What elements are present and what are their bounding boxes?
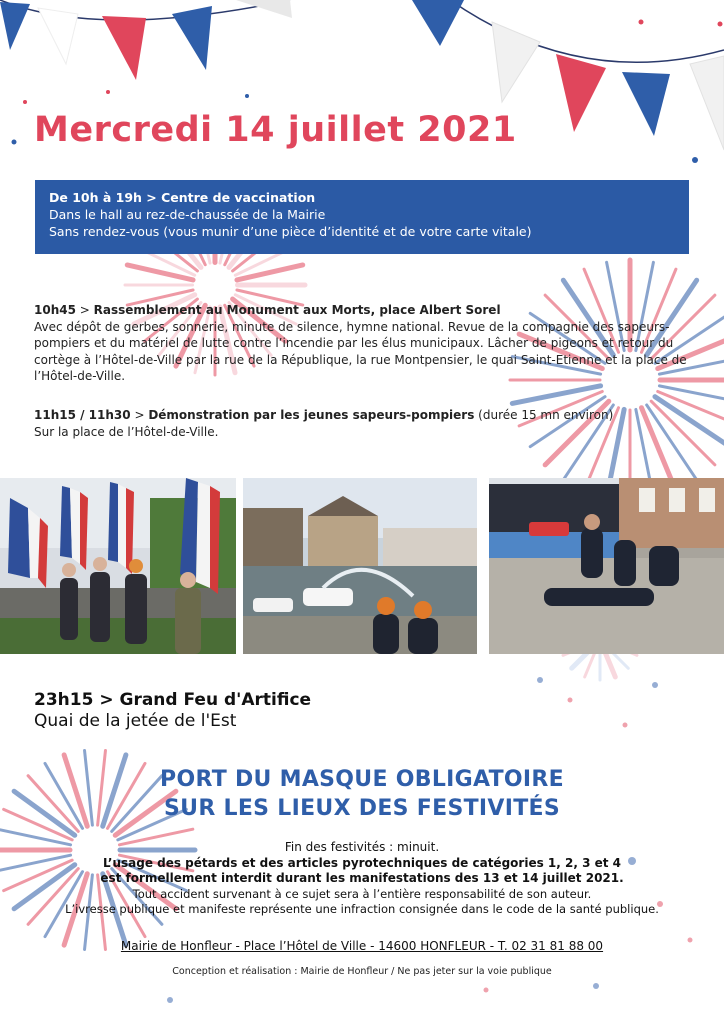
liability-note: Tout accident survenant à ce sujet sera à l’entière responsabilité de son auteur. [132,886,592,901]
ceremony-separator: > [75,303,94,317]
demo-time: 11h15 / 11h30 [34,408,131,422]
ceremony-heading: Rassemblement au Monument aux Morts, place Albert Sorel [93,303,501,317]
ceremony-time: 10h45 [34,303,76,317]
flag-ceremony-photo [0,478,236,654]
vaccination-location: Dans le hall au rez-de-chaussée de la Mairie [49,207,326,222]
address-text: Mairie de Honfleur - Place l’Hôtel de Ville - 14600 HONFLEUR - T. 02 31 81 88 00 [120,939,604,953]
ceremony-section [34,302,688,385]
vaccination-note: Sans rendez-vous (vous munir d’une pièce d’identité et de votre carte vitale) [49,224,532,239]
ceremony-description: Avec dépôt de gerbes, sonnerie, minute de silence, hymne national. Revue de la compagnie des sapeurs-pompiers et du matériel de lutte contre l’incendie par les élus municipaux. Lâcher de pigeons et retour du cortège à l’Hôtel-de-Ville par la rue de la République, la rue Montpensier, le quai Saint-Etienne et la place de l’Hôtel-de-Ville. [34,319,687,383]
mask-line-2: SUR LES LIEUX DES FESTIVITÉS [164,796,560,821]
fireworks-heading: 23h15 > Grand Feu d'Artifice [34,690,312,710]
fireworks-ban-line-1: L’usage des pétards et des articles pyrotechniques de catégories 1, 2, 3 et 4 [103,855,621,870]
mask-line-1: PORT DU MASQUE OBLIGATOIRE [160,767,564,792]
fireworks-place: Quai de la jetée de l'Est [34,711,237,731]
harbor-firefighters-photo [243,478,477,654]
demo-heading: Démonstration par les jeunes sapeurs-pompiers [148,408,475,422]
public-drunkenness-note: L’ivresse publique et manifeste représente une infraction consignée dans le code de la santé publique. [65,902,659,916]
end-time-note: Fin des festivités : minuit. [284,840,440,854]
mask-notice [0,765,724,823]
address-line [0,939,724,953]
fireworks-section [34,690,311,732]
vaccination-box [35,180,689,254]
demo-place: Sur la place de l’Hôtel-de-Ville. [34,424,219,439]
vaccination-heading: De 10h à 19h > Centre de vaccination [49,190,316,205]
notes-block [0,840,724,918]
rescue-demo-photo [489,478,724,654]
demo-section [34,407,688,440]
demo-duration: (durée 15 mn environ) [474,408,614,422]
page-title: Mercredi 14 juillet 2021 [34,110,517,150]
demo-separator: > [130,408,149,422]
credits-line: Conception et réalisation : Mairie de Honfleur / Ne pas jeter sur la voie publique [172,966,552,977]
fireworks-ban-line-2: est formellement interdit durant les manifestations des 13 et 14 juillet 2021. [100,871,624,885]
